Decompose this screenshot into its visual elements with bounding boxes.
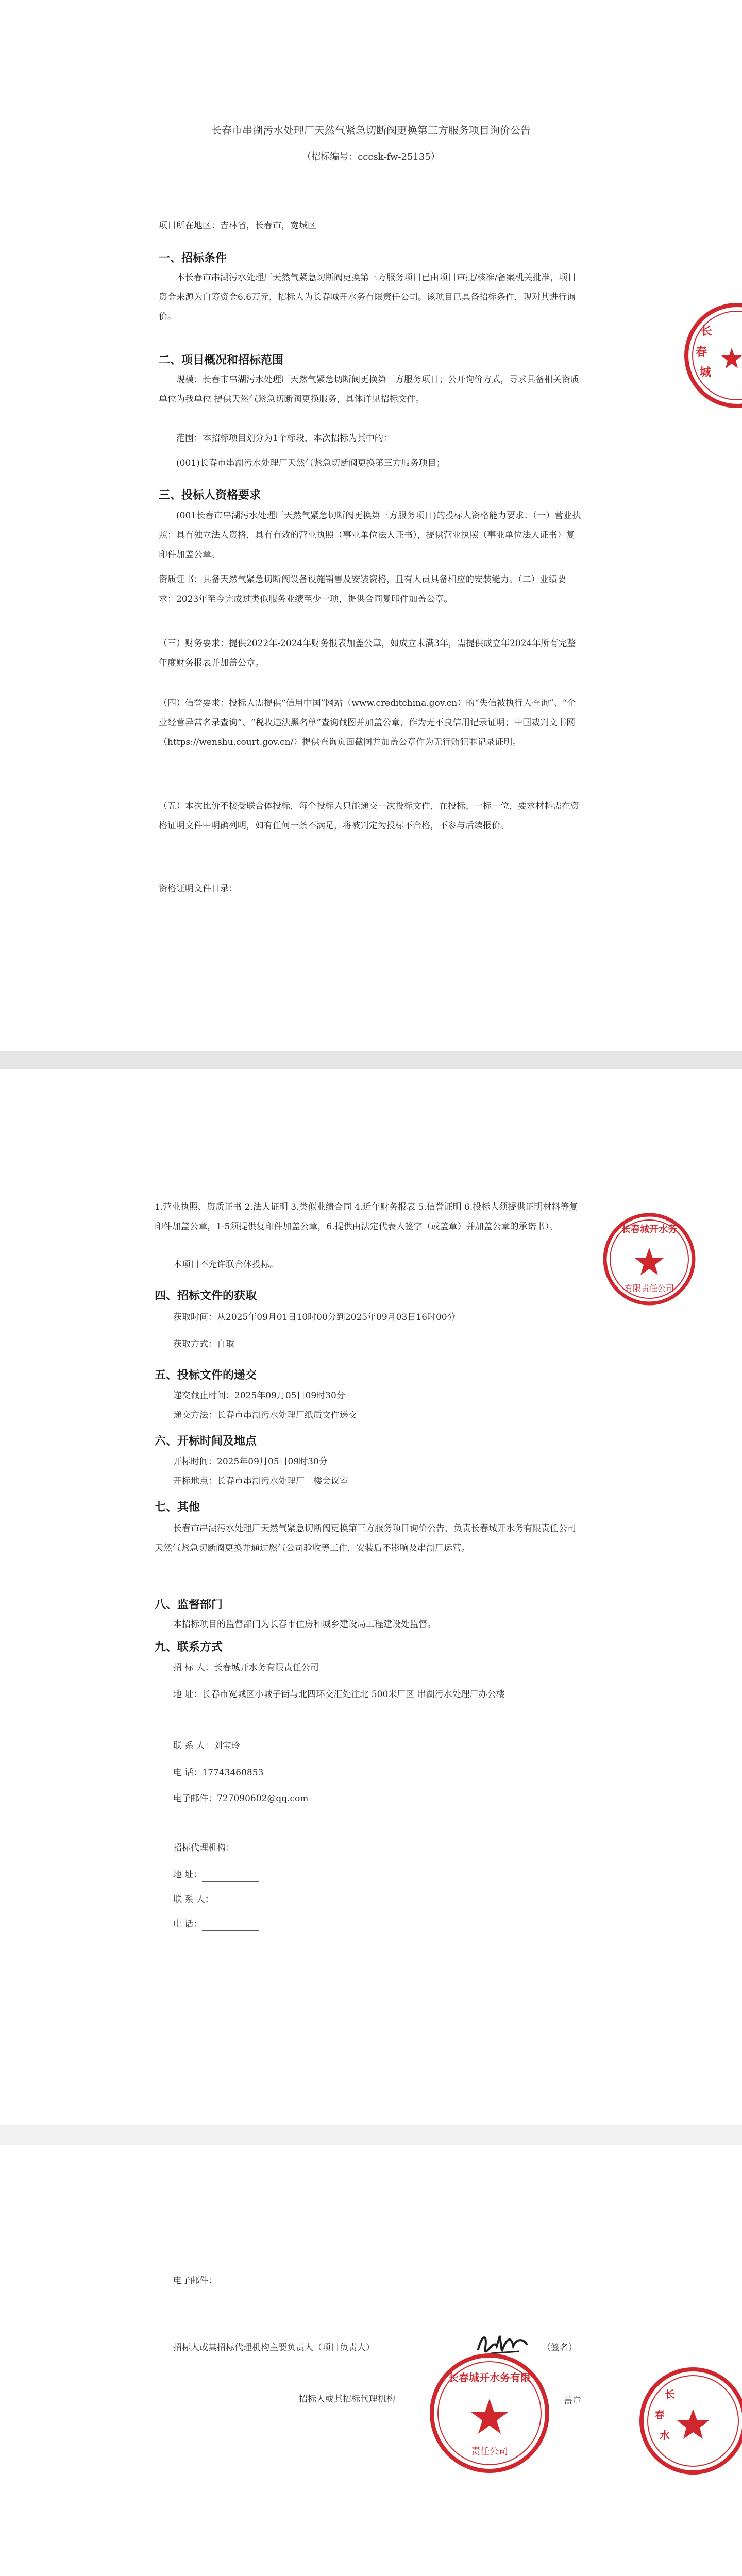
signature-line xyxy=(173,2341,375,2354)
agency-phone xyxy=(173,1918,259,1931)
agency-phone-label: 电 话： xyxy=(173,1919,203,1929)
section-9-title: 九、联系方式 xyxy=(155,1641,223,1654)
project-location: 项目所在地区：吉林省，长春市，宽城区 xyxy=(159,221,316,231)
section-2-scope: 范围：本招标项目划分为1个标段，本次招标为其中的： xyxy=(176,433,392,444)
contact-person: 联 系 人：刘宝玲 xyxy=(173,1741,240,1751)
svg-text:春: 春 xyxy=(696,346,707,359)
signature-label: 招标人或其招标代理机构主要负责人（项目负责人） xyxy=(173,2343,375,2353)
stamp-suffix: 盖章 xyxy=(564,2396,581,2406)
section-7-title: 七、其他 xyxy=(155,1501,200,1514)
svg-text:长春城开水务有限: 长春城开水务有限 xyxy=(448,2371,531,2384)
agency-email: 电子邮件： xyxy=(173,2276,217,2286)
section-3-qualification: 资质证书：具备天然气紧急切断阀设备设施销售及安装资格，且有人员具备相应的安装能力。（二）业绩要求：2023年至今完成过类似服务业绩至少一项，提供合同复印件加盖公章。 xyxy=(159,574,566,604)
section-6-title: 六、开标时间及地点 xyxy=(155,1435,257,1448)
contact-phone: 电 话：17743460853 xyxy=(173,1768,264,1778)
doc-list-details: 1.营业执照、资质证书 2.法人证明 3.类似业绩合同 4.近年财务报表 5.信誉证明 6.投标人须提供证明材料等复印件加盖公章，1-5须提供复印件加盖公章，6.提供由法定代表人签字（或盖章）并加盖公章的承诺书）。 xyxy=(155,1202,578,1232)
section-8-text: 本招标项目的监督部门为长春市住房和城乡建设局工程建设处监督。 xyxy=(173,1619,436,1630)
section-3-title: 三、投标人资格要求 xyxy=(159,489,261,502)
section-7-text: 长春市串湖污水处理厂天然气紧急切断阀更换第三方服务项目询价公告，负责长春城开水务有限责任公司天然气紧急切断阀更换并通过燃气公司验收等工作，安装后不影响及串湖厂运营。 xyxy=(155,1523,576,1553)
page-separator xyxy=(0,2125,742,2145)
svg-text:城: 城 xyxy=(700,366,712,379)
blank-line xyxy=(214,1895,271,1906)
svg-text:春: 春 xyxy=(654,2409,665,2421)
opening-place: 开标地点：长春市串湖污水处理厂二楼会议室 xyxy=(173,1476,348,1486)
section-3-finance: （三）财务要求：提供2022年-2024年财务报表加盖公章，如成立未满3年，需提供成立年2024年所有完整年度财务报表并加盖公章。 xyxy=(159,638,576,668)
contact-email[interactable]: 电子邮件：727090602@qq.com xyxy=(173,1793,309,1804)
document-title: 长春市串湖污水处理厂天然气紧急切断阀更换第三方服务项目询价公告 xyxy=(211,124,531,137)
company-seal-icon xyxy=(680,299,742,412)
agency-seal-icon xyxy=(634,2362,742,2480)
blank-line xyxy=(202,1871,259,1882)
tenderer-address: 地 址：长春市宽城区小城子街与北四环交汇处往北 500米厂区 串湖污水处理厂办公楼 xyxy=(173,1689,505,1700)
agency-name: 招标代理机构： xyxy=(173,1843,234,1853)
section-5-title: 五、投标文件的递交 xyxy=(155,1369,257,1382)
svg-text:长春城开水务: 长春城开水务 xyxy=(621,1224,677,1235)
tenderer-name: 招 标 人：长春城开水务有限责任公司 xyxy=(173,1663,319,1673)
page-3 xyxy=(0,2145,742,2576)
svg-text:长: 长 xyxy=(701,325,713,338)
stamp-line xyxy=(299,2393,395,2406)
project-code: （招标编号：cccsk-fw-25135） xyxy=(302,151,440,162)
section-2-scale: 规模：长春市串湖污水处理厂天然气紧急切断阀更换第三方服务项目；公开询价方式，寻求具备相关资质单位为我单位 提供天然气紧急切断阀更换服务，具体详见招标文件。 xyxy=(159,375,579,404)
agency-contact xyxy=(173,1893,271,1906)
section-4-title: 四、招标文件的获取 xyxy=(155,1290,257,1302)
page-2 xyxy=(0,1069,742,2125)
section-3-credit: （四）信誉要求：投标人需提供“信用中国”网站（www.creditchina.gov.cn）的“失信被执行人查询”、“企业经营异常名录查询”、“税收违法黑名单”查询截图并加盖公章，作为无不良信用记录证明；中国裁判文书网（https://wenshu.court.gov.cn/）提供查询页面截图并加盖公章作为无行贿犯罪记录证明。 xyxy=(159,698,576,748)
svg-text:长: 长 xyxy=(665,2388,675,2400)
section-3-consortium: （五）本次比价不接受联合体投标，每个投标人只能递交一次投标文件，在投标、一标一位，要求材料需在资格证明文件中明确列明，如有任何一条不满足，将被判定为投标不合格，不参与后续报价。 xyxy=(159,801,579,831)
section-2-lot: (001)长春市串湖污水处理厂天然气紧急切断阀更换第三方服务项目； xyxy=(176,458,445,468)
blank-line xyxy=(202,1920,259,1931)
official-seal-icon xyxy=(428,2351,551,2475)
section-1-title: 一、招标条件 xyxy=(159,252,227,265)
doc-obtain-method: 获取方式：自取 xyxy=(173,1339,234,1349)
stamp-label: 招标人或其招标代理机构 xyxy=(299,2394,395,2404)
page-1 xyxy=(0,0,742,1051)
submit-deadline: 递交截止时间：2025年09月05日09时30分 xyxy=(173,1391,345,1401)
agency-address-label: 地 址： xyxy=(173,1870,203,1880)
svg-text:责任公司: 责任公司 xyxy=(471,2446,508,2457)
company-seal-icon xyxy=(603,1208,696,1311)
section-3-license: (001长春市串湖污水处理厂天然气紧急切断阀更换第三方服务项目)的投标人资格能力要求：（一）营业执照：具有独立法人资格，具有有效的营业执照（事业单位法人证书），提供营业执照（事业单位法人证书）复印件加盖公章。 xyxy=(159,511,581,560)
section-8-title: 八、监督部门 xyxy=(155,1599,223,1612)
agency-address xyxy=(173,1868,259,1882)
signature-suffix: （签名） xyxy=(542,2343,577,2353)
svg-text:有限责任公司: 有限责任公司 xyxy=(624,1283,674,1293)
no-consortium-note: 本项目不允许联合体投标。 xyxy=(173,1260,278,1270)
agency-contact-label: 联 系 人： xyxy=(173,1894,214,1905)
doc-obtain-time: 获取时间：从2025年09月01日10时00分到2025年09月03日16时00分 xyxy=(173,1312,456,1323)
page-separator xyxy=(0,1051,742,1069)
submit-method: 递交方法：长春市串湖污水处理厂纸质文件递交 xyxy=(173,1410,357,1420)
section-3-doc-list: 资格证明文件目录： xyxy=(159,884,238,894)
section-2-title: 二、项目概况和招标范围 xyxy=(159,354,284,367)
svg-text:水: 水 xyxy=(660,2429,670,2442)
opening-time: 开标时间：2025年09月05日09时30分 xyxy=(173,1456,328,1467)
section-1-text: 本长春市串湖污水处理厂天然气紧急切断阀更换第三方服务项目已由项目审批/核准/备案机关批准，项目资金来源为自筹资金6.6万元，招标人为长春城开水务有限责任公司。该项目已具备招标条件，现对其进行询价。 xyxy=(159,273,577,322)
